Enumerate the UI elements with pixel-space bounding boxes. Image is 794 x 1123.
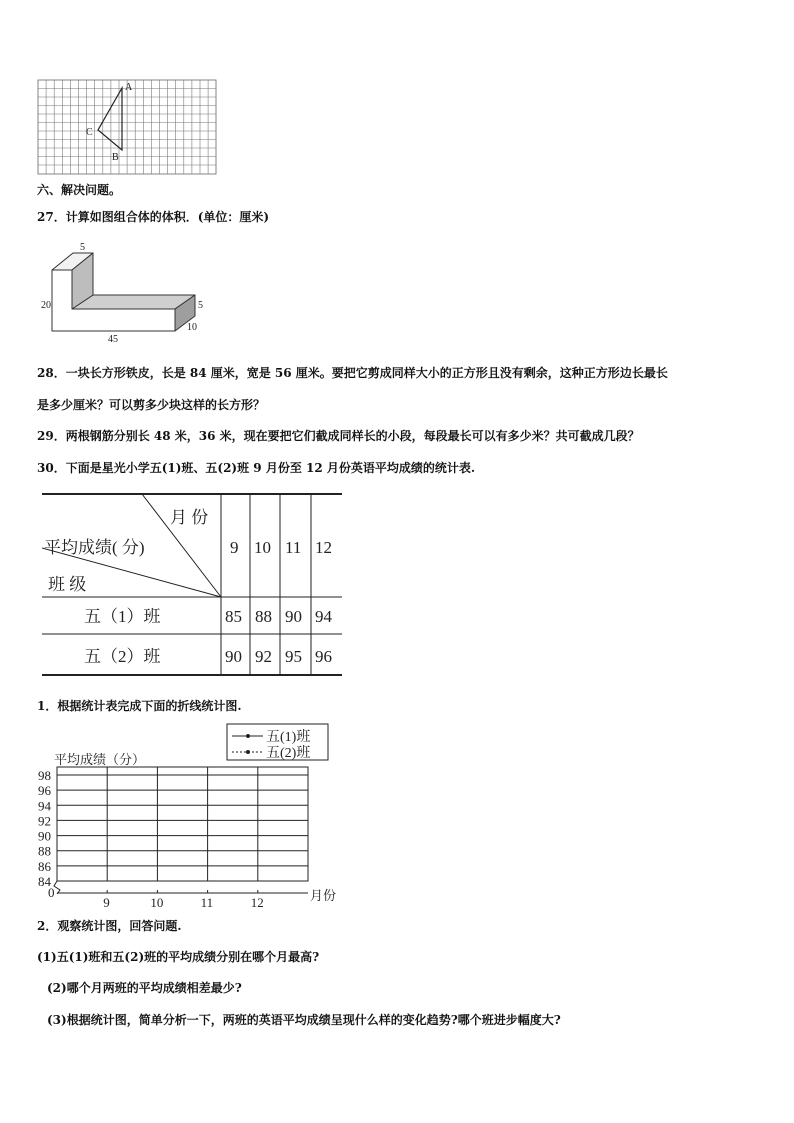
row-1-value-10: 88: [255, 607, 272, 626]
sub-question-2-part-2: (2)哪个月两班的平均成绩相差最少?: [47, 981, 242, 995]
l-solid-figure: [38, 240, 218, 342]
y-tick-label: 94: [38, 798, 51, 814]
vertex-label-c: C: [86, 127, 93, 138]
x-tick-label: 11: [200, 895, 214, 910]
score-table: [42, 492, 344, 678]
line-chart: [30, 720, 350, 910]
question-29: 29．两根钢筋分别长 48 米，36 米，现在要把它们截成同样长的小段，每段最长可以有多少米？共可截成几段？: [37, 429, 640, 443]
dim-right: 5: [198, 300, 203, 311]
row-2-value-11: 95: [285, 647, 302, 666]
row-2-name: 五（2）班: [84, 647, 161, 666]
month-10: 10: [254, 538, 271, 557]
triangle-abc: [98, 88, 122, 150]
chart-frame: [57, 767, 308, 881]
y-tick-labels: [38, 768, 55, 900]
month-11: 11: [285, 538, 302, 557]
legend-box: [227, 724, 328, 761]
section-title: 六、解决问题。: [37, 183, 122, 197]
question-30: 30．下面是星光小学五(1)班、五(2)班 9 月份至 12 月份英语平均成绩的统计表.: [37, 461, 476, 475]
chart-grid: [54, 767, 308, 894]
month-12: 12: [315, 538, 332, 557]
y-tick-label: 92: [38, 813, 51, 829]
y-zero-label: 0: [48, 885, 55, 900]
axis-break: [54, 881, 60, 894]
question-28-line-1: 28．一块长方形铁皮，长是 84 厘米，宽是 56 厘米。要把它剪成同样大小的正方形且没有剩余，这种正方形边长最长: [37, 366, 668, 380]
header-month: 月 份: [170, 508, 209, 527]
x-tick-label: 10: [150, 895, 164, 910]
dim-left: 20: [41, 300, 51, 311]
x-tick-label: 12: [250, 895, 264, 910]
question-28-line-2: 是多少厘米？可以剪多少块这样的长方形？: [37, 398, 266, 412]
vertex-label-b: B: [112, 152, 119, 163]
grid-triangle-figure: [36, 78, 220, 178]
sub-question-1: 1．根据统计表完成下面的折线统计图.: [37, 699, 242, 713]
sub-question-2: 2．观察统计图，回答问题.: [37, 919, 182, 933]
y-tick-label: 86: [38, 858, 51, 874]
row-1-name: 五（1）班: [84, 607, 161, 626]
sub-question-2-part-1: (1)五(1)班和五(2)班的平均成绩分别在哪个月最高?: [37, 950, 320, 964]
row-2-value-12: 96: [315, 647, 332, 666]
y-tick-label: 84: [38, 874, 51, 889]
y-tick-label: 88: [38, 843, 51, 859]
row-2-value-9: 90: [225, 647, 242, 666]
row-2-value-10: 92: [255, 647, 272, 666]
y-tick-label: 96: [38, 783, 51, 799]
legend-label-class1: 五(1)班: [266, 730, 311, 745]
dim-top: 5: [80, 242, 85, 253]
grid-lines: [38, 80, 216, 174]
sub-question-2-part-3: (3)根据统计图，简单分析一下，两班的英语平均成绩呈现什么样的变化趋势?哪个班进步幅度大?: [47, 1013, 561, 1027]
legend-label-class2: 五(2)班: [266, 746, 311, 761]
y-axis-label: 平均成绩（分）: [54, 752, 146, 767]
question-27: 27．计算如图组合体的体积．(单位：厘米): [37, 210, 270, 224]
header-class: 班 级: [48, 575, 87, 594]
y-tick-label: 90: [38, 828, 51, 844]
row-1-value-12: 94: [315, 607, 332, 626]
x-axis-label: 月份: [310, 888, 337, 903]
row-1-value-11: 90: [285, 607, 302, 626]
y-tick-label: 98: [38, 768, 51, 783]
vertex-label-a: A: [125, 82, 133, 93]
row-1-value-9: 85: [225, 607, 242, 626]
dim-depth: 10: [187, 322, 197, 333]
header-score: 平均成绩( 分): [44, 538, 145, 557]
dim-bottom: 45: [108, 334, 118, 342]
x-tick-label: 9: [103, 895, 110, 910]
month-9: 9: [230, 538, 239, 557]
